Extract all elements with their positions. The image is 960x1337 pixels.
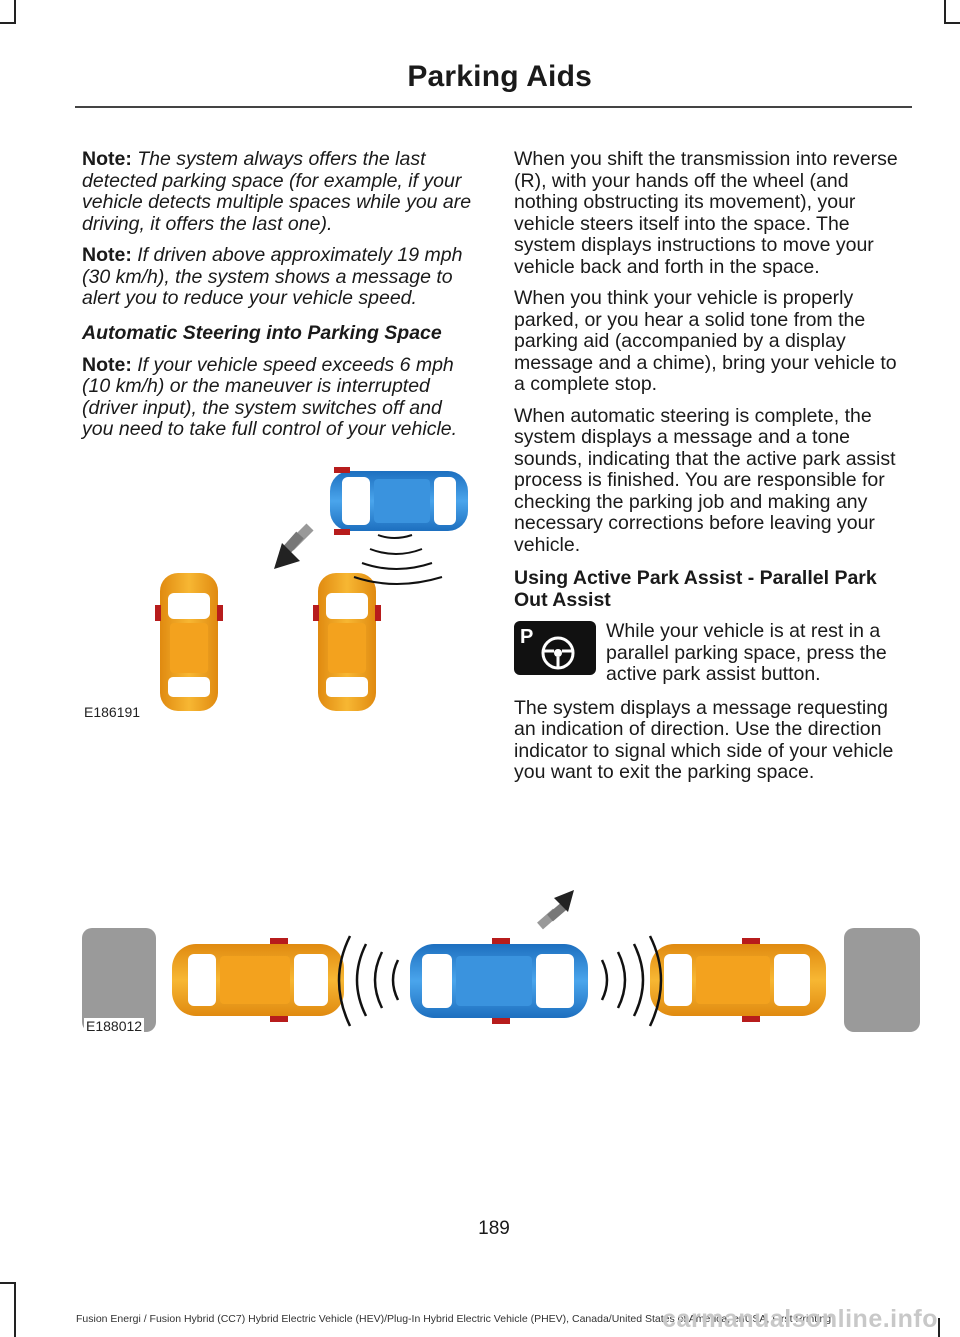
park-assist-button-icon: [514, 621, 596, 675]
crop-mark: [0, 1282, 16, 1284]
parked-car-icon: [313, 573, 381, 711]
note-label: Note:: [82, 148, 132, 170]
crop-mark: [944, 22, 960, 24]
figure-parallel-park-out: [82, 880, 920, 1032]
header-divider: [75, 106, 912, 108]
section-heading-park-out-assist: Using Active Park Assist - Parallel Park Out Assist: [514, 567, 877, 611]
figure-parking-into-space: [150, 465, 480, 715]
paragraph: While your vehicle is at rest in a parallel parking space, press the active park assist button.: [606, 620, 887, 685]
parked-car-icon: [172, 938, 344, 1022]
note-text: If your vehicle speed exceeds 6 mph (10 km/h) or the maneuver is interrupted (driver input), the system switches off and you need to take full control of your vehicle.: [82, 353, 458, 440]
note-text: The system always offers the last detected parking space (for example, if your vehicle detects multiple spaces while you are driving, it offers the last one).: [82, 148, 472, 235]
note-label: Note:: [82, 244, 132, 266]
direction-arrow-icon: [274, 527, 310, 569]
note-switch-off: [82, 355, 477, 441]
gray-panel: [844, 928, 920, 1032]
right-column: [514, 149, 908, 794]
figure-label: E186191: [84, 704, 141, 720]
note-label: Note:: [82, 353, 132, 376]
note-last-space: [82, 149, 477, 235]
left-column: [82, 149, 477, 451]
paragraph: The system displays a message requesting an indication of direction. Use the direction indicator to signal which side of your vehicle you want to exit the parking space.: [514, 696, 894, 783]
watermark: carmanualsonline.info: [662, 1305, 938, 1333]
footer-text: Fusion Energi / Fusion Hybrid (CC7) Hybrid Electric Vehicle (HEV)/Plug-In Hybrid Electric Vehicle (PHEV), Canada/United States of America, enUSA, First Printing: [76, 1313, 832, 1325]
vehicle-car-icon: [410, 938, 588, 1024]
page-title: Parking Aids: [407, 60, 592, 93]
paragraph: When you think your vehicle is properly parked, or you hear a solid tone from the parking aid (accompanied by a display message and a chime), bring your vehicle to a complete stop.: [514, 287, 897, 395]
paragraph: When automatic steering is complete, the system displays a message and a tone sounds, indicating that the active park assist process is finished. You are responsible for checking the parking job and making any necessary corrections before leaving your vehicle.: [514, 404, 896, 556]
crop-mark: [938, 1318, 940, 1337]
page-number: 189: [478, 1218, 510, 1239]
park-assist-instruction: [514, 621, 908, 686]
vehicle-car-icon: [330, 467, 468, 535]
section-heading-automatic-steering: Automatic Steering into Parking Space: [82, 321, 442, 344]
crop-mark: [944, 0, 946, 22]
figure-label: E188012: [86, 1018, 143, 1034]
gray-panel: [82, 928, 156, 1032]
note-speed-message: [82, 245, 477, 310]
crop-mark: [14, 1282, 16, 1337]
direction-arrow-icon: [540, 890, 574, 926]
crop-mark: [14, 0, 16, 22]
parked-car-icon: [155, 573, 223, 711]
svg-text:P: P: [520, 626, 534, 648]
parked-car-icon: [650, 938, 826, 1022]
sensor-wave-icon: [339, 936, 398, 1026]
crop-mark: [0, 22, 16, 24]
note-text: If driven above approximately 19 mph (30 km/h), the system shows a message to alert you to reduce your vehicle speed.: [82, 244, 463, 309]
paragraph: When you shift the transmission into reverse (R), with your hands off the wheel (and nothing obstructing its movement), your vehicle steers itself into the space. The system displays instructions to move your vehicle back and forth in the space.: [514, 148, 898, 278]
